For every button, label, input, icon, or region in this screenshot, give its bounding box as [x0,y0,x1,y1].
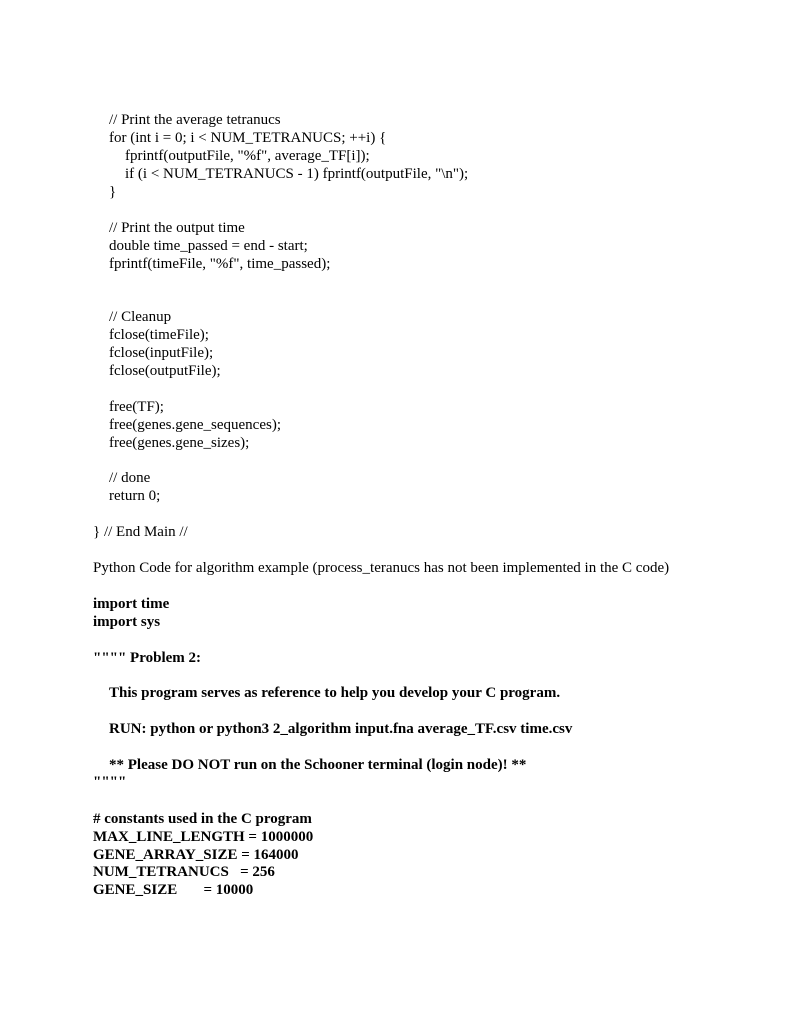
python-const-num-tetranucs: NUM_TETRANUCS = 256 [93,864,275,880]
code-for-loop: for (int i = 0; i < NUM_TETRANUCS; ++i) { [109,130,387,146]
code-time-passed: double time_passed = end - start; [109,238,308,254]
python-const-max-line-length: MAX_LINE_LENGTH = 1000000 [93,829,314,845]
python-intro-text: Python Code for algorithm example (process_teranucs has not been implemented in the C code) [93,560,670,576]
code-if-newline: if (i < NUM_TETRANUCS - 1) fprintf(outputFile, "\n"); [125,166,469,182]
code-comment-print-time: // Print the output time [109,220,245,236]
code-close-brace: } [109,184,117,200]
python-doc-line-2: RUN: python or python3 2_algorithm input.fna average_TF.csv time.csv [109,721,573,737]
code-comment-done: // done [109,470,151,486]
code-fclose-time: fclose(timeFile); [109,327,209,343]
python-import-sys: import sys [93,614,161,630]
code-free-sequences: free(genes.gene_sequences); [109,417,281,433]
python-docstring-close: """" [93,774,127,790]
code-fprintf-time: fprintf(timeFile, "%f", time_passed); [109,256,331,272]
code-free-sizes: free(genes.gene_sizes); [109,435,250,451]
code-end-main: } // End Main // [93,524,188,540]
code-fclose-input: fclose(inputFile); [109,345,214,361]
code-free-tf: free(TF); [109,399,164,415]
python-const-gene-size: GENE_SIZE = 10000 [93,882,254,898]
python-doc-line-1: This program serves as reference to help you develop your C program. [109,685,561,701]
python-import-time: import time [93,596,170,612]
python-doc-line-3: ** Please DO NOT run on the Schooner terminal (login node)! ** [109,757,527,773]
code-fprintf-average: fprintf(outputFile, "%f", average_TF[i]); [125,148,370,164]
code-return: return 0; [109,488,161,504]
code-fclose-output: fclose(outputFile); [109,363,221,379]
python-comment-constants: # constants used in the C program [93,811,312,827]
python-docstring-open: """" Problem 2: [93,650,202,666]
code-comment-cleanup: // Cleanup [109,309,172,325]
python-const-gene-array-size: GENE_ARRAY_SIZE = 164000 [93,847,299,863]
code-comment-print-average: // Print the average tetranucs [109,112,281,128]
